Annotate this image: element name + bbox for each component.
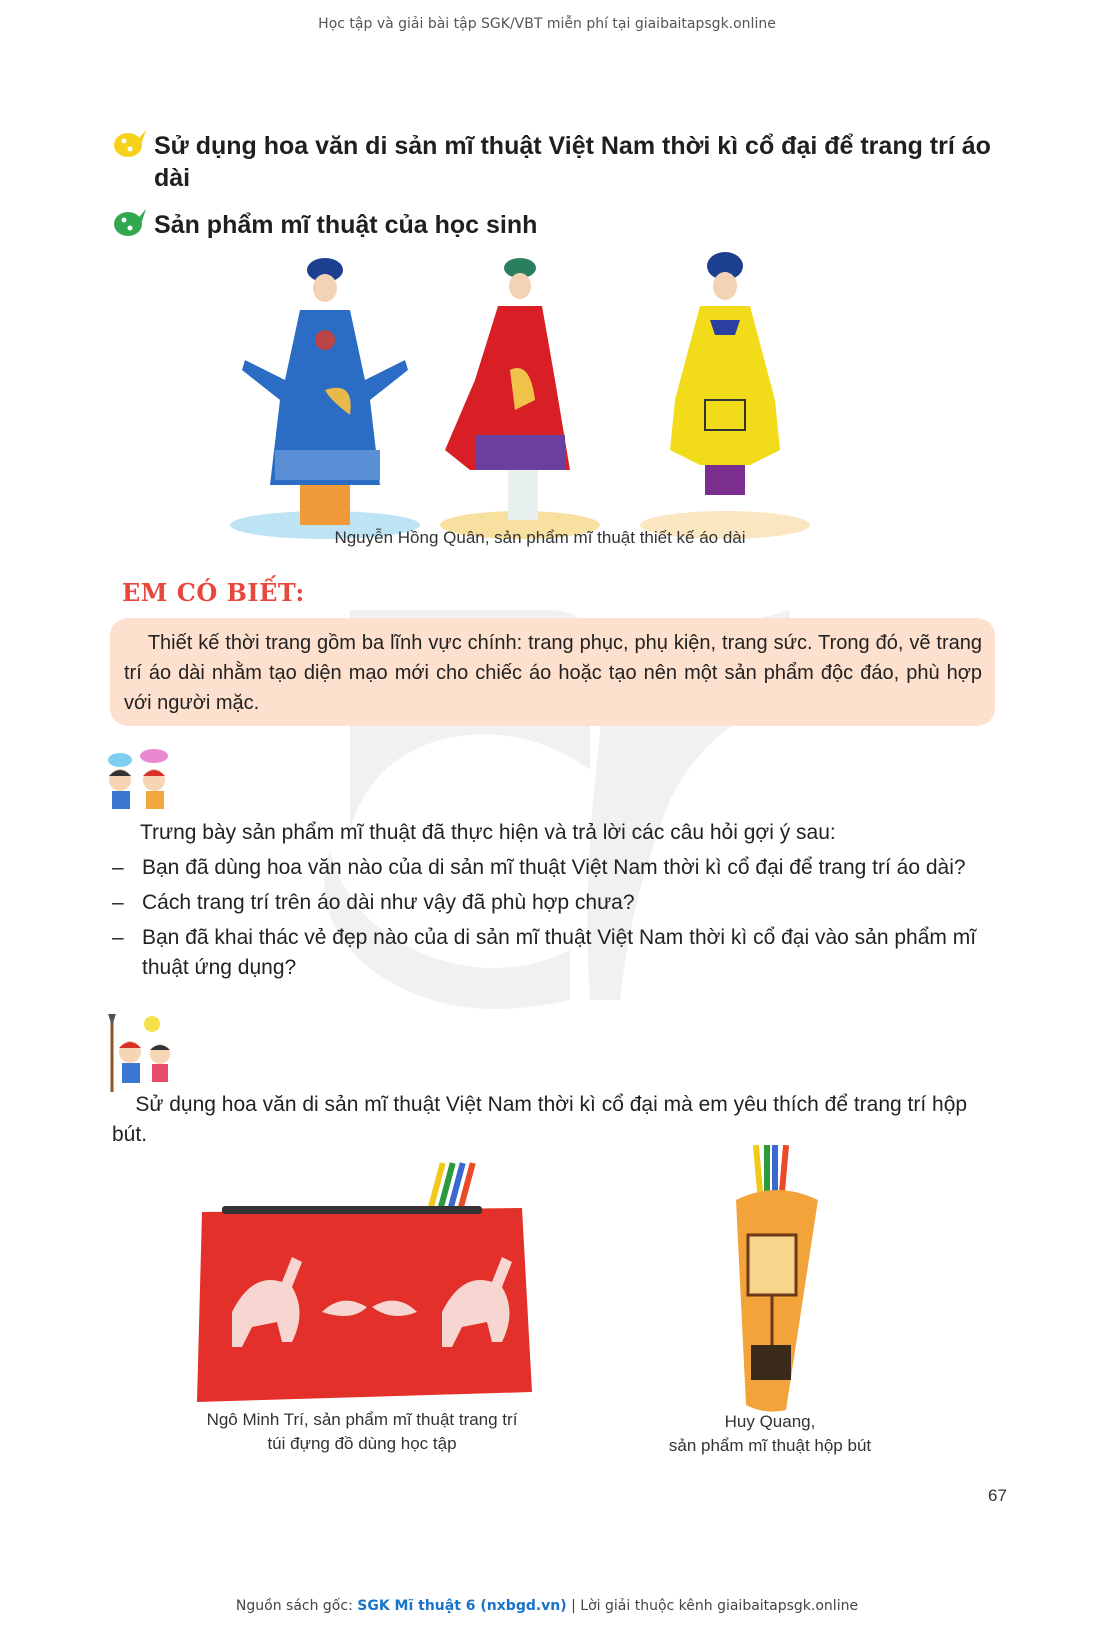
footer-prefix: Nguồn sách gốc:	[235, 1598, 358, 1614]
ao-dai-illustrations	[230, 250, 850, 540]
dash-marker: –	[112, 891, 124, 914]
ao-dai-yellow-figure	[640, 252, 810, 539]
did-you-know-text	[124, 628, 982, 718]
dash-marker: –	[112, 856, 124, 879]
question-text: Bạn đã khai thác vẻ đẹp nào của di sản mĩ thuật Việt Nam thời kì cổ đại vào sản phẩm mĩ thuật ứng dụng?	[142, 926, 977, 979]
section-title-student-products: Sản phẩm mĩ thuật của học sinh	[154, 211, 538, 239]
section-title-decorate: Sử dụng hoa văn di sản mĩ thuật Việt Nam thời kì cổ đại để trang trí áo dài	[154, 132, 991, 192]
kids-discussion-icon	[98, 748, 178, 818]
kids-practice-icon	[100, 1012, 180, 1092]
palette-bullet-icon	[112, 128, 148, 160]
practice-text	[112, 1090, 972, 1150]
did-you-know-body: Thiết kế thời trang gồm ba lĩnh vực chính: trang phục, phụ kiện, trang sức. Trong đó, vẽ trang trí áo dài nhằm tạo diện mạo mới cho chiếc áo hoặc tạo nên một sản phẩm độc đáo, phù hợp với người mặc.	[124, 632, 982, 714]
discussion-question	[112, 853, 992, 883]
question-text: Cách trang trí trên áo dài như vậy đã phù hợp chưa?	[142, 891, 635, 914]
footer-suffix: | Lời giải thuộc kênh giaibaitapsgk.online	[566, 1598, 859, 1614]
question-text: Bạn đã dùng hoa văn nào của di sản mĩ thuật Việt Nam thời kì cổ đại để trang trí áo dài?	[142, 856, 966, 879]
discussion-question	[112, 888, 992, 918]
pouch-caption-line2: túi đựng đồ dùng học tập	[267, 1434, 457, 1453]
palette-bullet-icon	[112, 207, 148, 239]
pencil-pouch-image	[192, 1162, 542, 1412]
pen-holder-caption-line2: sản phẩm mĩ thuật hộp bút	[668, 1436, 872, 1455]
page-footer	[0, 1598, 1094, 1614]
pouch-caption-line1: Ngô Minh Trí, sản phẩm mĩ thuật trang trí	[206, 1410, 518, 1429]
ao-dai-red-figure	[440, 258, 600, 539]
dash-marker: –	[112, 926, 124, 949]
pouch-caption	[182, 1408, 542, 1456]
practice-body: Sử dụng hoa văn di sản mĩ thuật Việt Nam thời kì cổ đại mà em yêu thích để trang trí hộp bút.	[112, 1093, 968, 1146]
pen-holder-caption-line1: Huy Quang,	[724, 1412, 816, 1431]
discussion-intro: Trưng bày sản phẩm mĩ thuật đã thực hiện và trả lời các câu hỏi gợi ý sau:	[140, 821, 836, 844]
pen-holder-caption	[640, 1410, 900, 1458]
footer-source-link[interactable]: SGK Mĩ thuật 6 (nxbgd.vn)	[357, 1598, 567, 1614]
discussion-question	[112, 923, 992, 983]
ao-dai-caption: Nguyễn Hồng Quân, sản phẩm mĩ thuật thiết kế áo dài	[334, 528, 746, 547]
pen-holder-image	[706, 1145, 846, 1415]
did-you-know-title: EM CÓ BIẾT:	[122, 578, 305, 607]
page-number: 67	[988, 1486, 1007, 1505]
ao-dai-blue-figure	[230, 258, 420, 539]
page-header: Học tập và giải bài tập SGK/VBT miễn phí tại giaibaitapsgk.online	[318, 16, 776, 32]
